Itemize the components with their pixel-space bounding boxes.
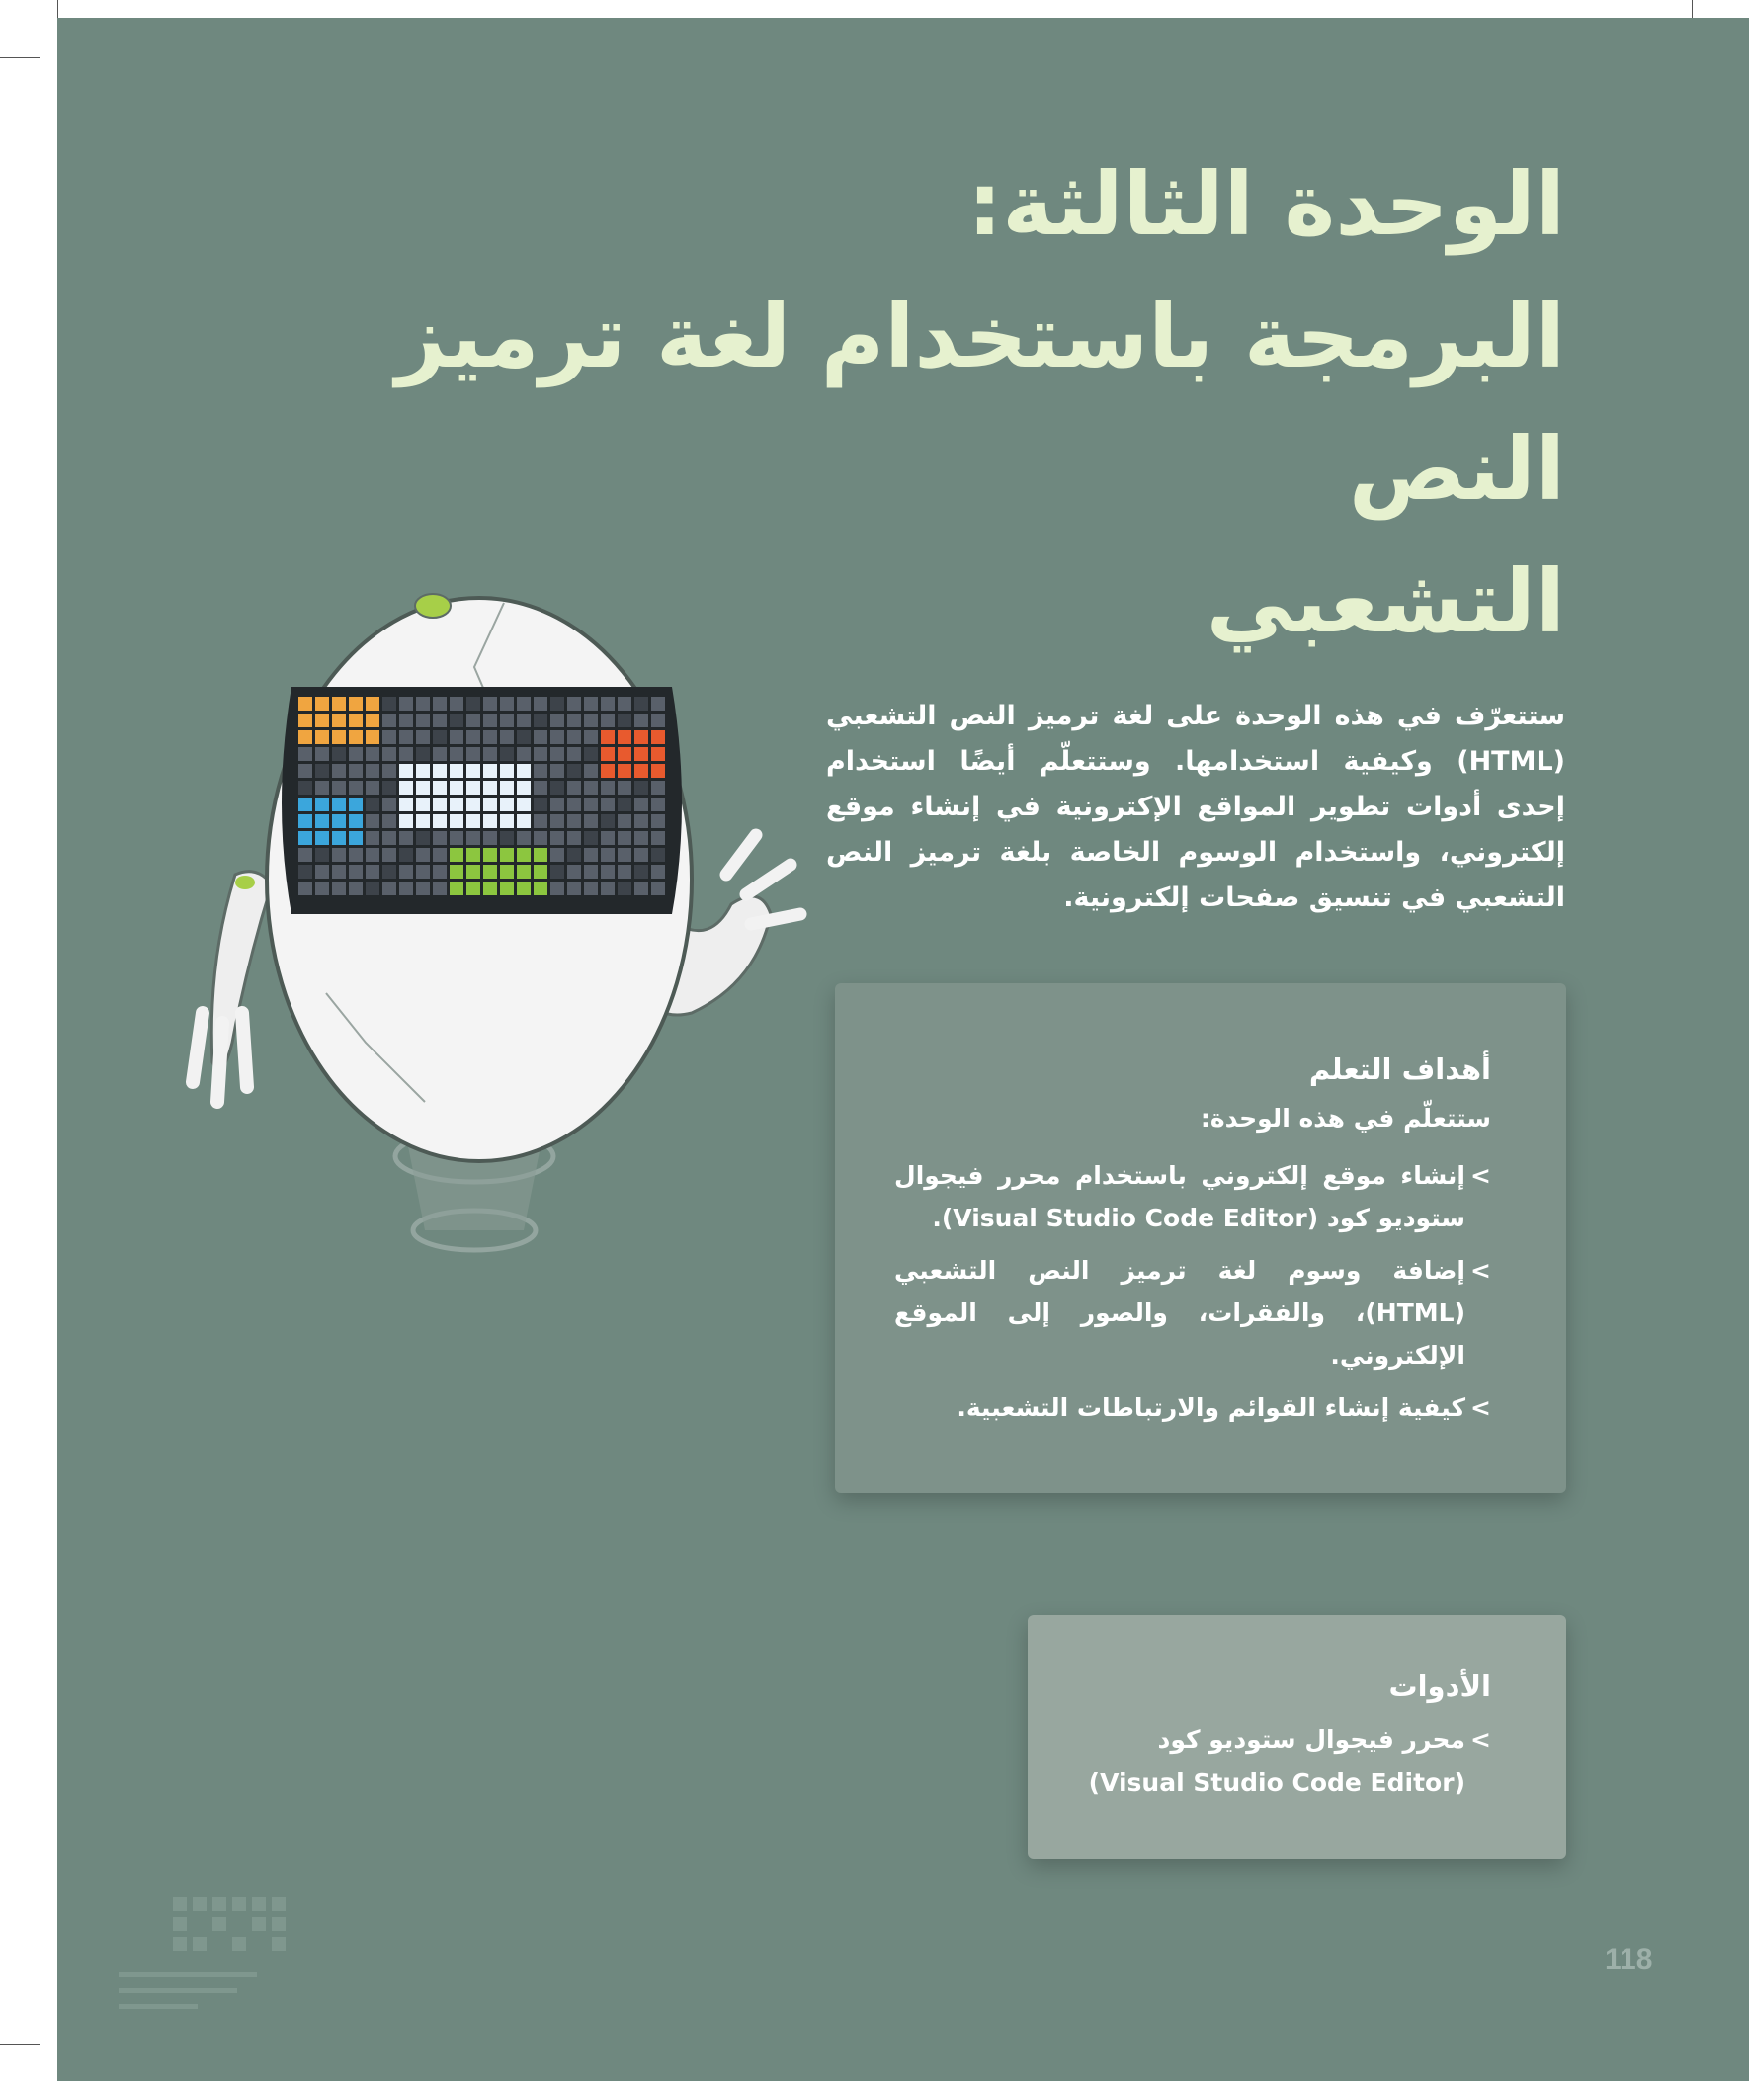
visor-pixel	[517, 747, 531, 761]
visor-pixel	[584, 781, 598, 795]
visor-pixel	[483, 831, 497, 845]
visor-pixel	[483, 848, 497, 862]
visor-pixel	[618, 865, 631, 879]
visor-pixel	[399, 730, 413, 744]
visor-pixel	[618, 848, 631, 862]
visor-pixel	[433, 764, 447, 778]
visor-pixel	[550, 714, 564, 727]
visor-pixel	[450, 764, 463, 778]
visor-pixel	[298, 814, 312, 828]
visor-pixel	[450, 798, 463, 811]
visor-pixel	[298, 882, 312, 895]
visor-pixel	[550, 814, 564, 828]
objective-text: كيفية إنشاء القوائم والارتباطات التشعبية.	[957, 1393, 1465, 1422]
visor-pixel	[601, 697, 615, 711]
tool-text-line2: (Visual Studio Code Editor)	[1088, 1768, 1465, 1797]
visor-pixel	[584, 814, 598, 828]
visor-pixel	[618, 764, 631, 778]
visor-pixel	[483, 697, 497, 711]
visor-pixel	[567, 814, 581, 828]
visor-pixel	[550, 730, 564, 744]
ministry-logo	[99, 1897, 326, 2030]
visor-pixel	[450, 697, 463, 711]
visor-pixel	[349, 814, 363, 828]
visor-pixel	[366, 697, 379, 711]
visor-pixel	[634, 798, 648, 811]
visor-pixel	[651, 882, 665, 895]
visor-pixel	[483, 781, 497, 795]
visor-pixel	[550, 781, 564, 795]
visor-pixel	[517, 697, 531, 711]
visor-pixel	[517, 814, 531, 828]
visor-pixel	[651, 714, 665, 727]
visor-pixel	[651, 848, 665, 862]
visor-pixel	[433, 714, 447, 727]
visor-pixel	[651, 865, 665, 879]
visor-pixel	[349, 848, 363, 862]
visor-pixel	[534, 730, 547, 744]
visor-pixel	[466, 798, 480, 811]
visor-pixel	[567, 865, 581, 879]
visor-pixel	[416, 814, 430, 828]
visor-pixel	[618, 697, 631, 711]
visor-pixel	[298, 831, 312, 845]
visor-pixel	[534, 747, 547, 761]
visor-pixel	[601, 798, 615, 811]
visor-pixel	[382, 865, 396, 879]
robot-illustration	[178, 548, 830, 1264]
visor-pixel	[433, 697, 447, 711]
visor-pixel	[500, 714, 514, 727]
visor-pixel	[315, 714, 329, 727]
visor-pixel	[298, 764, 312, 778]
visor-pixel	[349, 882, 363, 895]
visor-pixel	[298, 848, 312, 862]
visor-pixel	[315, 781, 329, 795]
visor-pixel	[618, 814, 631, 828]
visor-pixel	[517, 781, 531, 795]
visor-pixel	[634, 882, 648, 895]
visor-pixel	[483, 764, 497, 778]
visor-pixel	[433, 831, 447, 845]
visor-pixel	[634, 814, 648, 828]
visor-pixel	[433, 848, 447, 862]
visor-pixel	[466, 764, 480, 778]
visor-pixel	[567, 798, 581, 811]
visor-pixel	[399, 747, 413, 761]
visor-pixel	[382, 730, 396, 744]
visor-pixel	[517, 865, 531, 879]
visor-pixel	[366, 781, 379, 795]
visor-pixel	[315, 848, 329, 862]
visor-pixel	[466, 781, 480, 795]
visor-pixel	[399, 831, 413, 845]
visor-pixel	[315, 798, 329, 811]
visor-pixel	[399, 714, 413, 727]
visor-pixel	[298, 865, 312, 879]
visor-pixel	[601, 882, 615, 895]
unit-title-line1: الوحدة الثالثة:	[967, 153, 1565, 255]
visor-pixel	[366, 798, 379, 811]
visor-pixel	[450, 865, 463, 879]
visor-pixel	[382, 747, 396, 761]
visor-pixel	[634, 730, 648, 744]
visor-pixel	[382, 798, 396, 811]
visor-pixel	[550, 882, 564, 895]
visor-pixel	[601, 764, 615, 778]
visor-pixel	[416, 781, 430, 795]
visor-pixel	[550, 848, 564, 862]
visor-pixel	[500, 831, 514, 845]
tool-text-line1: محرر فيجوال ستوديو كود	[1157, 1725, 1465, 1754]
visor-pixel	[634, 747, 648, 761]
crop-mark	[0, 57, 40, 58]
visor-pixel	[450, 714, 463, 727]
visor-pixel	[349, 697, 363, 711]
visor-pixel	[651, 831, 665, 845]
visor-pixel	[634, 714, 648, 727]
visor-pixel	[399, 798, 413, 811]
visor-pixel	[601, 714, 615, 727]
visor-pixel	[534, 848, 547, 862]
visor-pixel	[349, 831, 363, 845]
visor-pixel	[366, 848, 379, 862]
visor-pixel	[567, 781, 581, 795]
visor-pixel	[416, 714, 430, 727]
visor-pixel	[634, 781, 648, 795]
visor-pixel	[651, 781, 665, 795]
visor-pixel	[584, 697, 598, 711]
visor-pixel	[534, 831, 547, 845]
visor-pixel	[382, 764, 396, 778]
visor-pixel	[534, 865, 547, 879]
visor-pixel	[433, 730, 447, 744]
visor-pixel	[651, 798, 665, 811]
visor-pixel	[517, 764, 531, 778]
visor-pixel	[483, 747, 497, 761]
visor-pixel	[618, 714, 631, 727]
visor-pixel	[601, 814, 615, 828]
visor-pixel	[332, 714, 346, 727]
visor-pixel	[366, 882, 379, 895]
visor-pixel	[550, 798, 564, 811]
visor-pixel	[315, 831, 329, 845]
visor-pixel	[651, 747, 665, 761]
visor-pixel	[500, 781, 514, 795]
visor-pixel	[298, 798, 312, 811]
visor-pixel	[550, 747, 564, 761]
visor-pixel	[517, 730, 531, 744]
visor-pixel	[399, 697, 413, 711]
visor-pixel	[349, 714, 363, 727]
visor-pixel	[382, 781, 396, 795]
visor-pixel	[534, 714, 547, 727]
visor-pixel	[634, 831, 648, 845]
visor-pixel	[567, 848, 581, 862]
visor-pixel	[618, 831, 631, 845]
tool-item	[1057, 1719, 1491, 1804]
visor-pixel	[567, 730, 581, 744]
visor-pixel	[618, 882, 631, 895]
visor-pixel	[332, 730, 346, 744]
visor-pixel	[366, 831, 379, 845]
visor-pixel	[382, 831, 396, 845]
visor-pixel	[332, 848, 346, 862]
visor-pixel	[332, 697, 346, 711]
objectives-list	[894, 1154, 1491, 1429]
visor-pixel	[466, 814, 480, 828]
visor-pixel	[315, 730, 329, 744]
visor-pixel	[366, 730, 379, 744]
visor-pixel	[433, 814, 447, 828]
visor-pixel	[416, 848, 430, 862]
visor-pixel	[500, 764, 514, 778]
visor-pixel	[315, 764, 329, 778]
visor-pixel	[399, 814, 413, 828]
visor-pixel	[332, 865, 346, 879]
visor-pixel	[550, 697, 564, 711]
visor-pixel	[399, 848, 413, 862]
visor-pixel	[618, 781, 631, 795]
visor-pixel	[634, 848, 648, 862]
visor-pixel	[349, 781, 363, 795]
visor-pixel	[399, 781, 413, 795]
visor-pixel	[416, 798, 430, 811]
visor-pixel	[433, 882, 447, 895]
visor-pixel	[332, 831, 346, 845]
visor-pixel	[332, 798, 346, 811]
visor-pixel	[332, 781, 346, 795]
visor-pixel	[500, 848, 514, 862]
visor-pixel	[567, 764, 581, 778]
visor-pixel	[466, 747, 480, 761]
visor-pixel	[466, 865, 480, 879]
visor-pixel	[567, 831, 581, 845]
visor-pixel	[466, 831, 480, 845]
visor-pixel	[584, 714, 598, 727]
visor-pixel	[601, 865, 615, 879]
visor-pixel	[366, 764, 379, 778]
visor-pixel	[618, 730, 631, 744]
visor-pixel	[450, 882, 463, 895]
visor-pixel	[450, 730, 463, 744]
visor-pixel	[382, 882, 396, 895]
visor-pixel	[298, 697, 312, 711]
visor-pixel	[500, 798, 514, 811]
visor-pixel	[534, 781, 547, 795]
visor-pixel	[416, 865, 430, 879]
visor-pixel	[550, 831, 564, 845]
visor-pixel	[584, 865, 598, 879]
visor-pixel	[298, 747, 312, 761]
visor-pixel	[601, 730, 615, 744]
visor-pixel	[534, 814, 547, 828]
visor-pixel	[315, 747, 329, 761]
objective-text: إضافة وسوم لغة ترميز النص التشعبي (HTML)، والفقرات، والصور إلى الموقع الإلكتروني.	[894, 1256, 1465, 1370]
visor-pixel	[416, 764, 430, 778]
objectives-heading: أهداف التعلم	[1308, 1052, 1491, 1086]
visor-pixel	[534, 798, 547, 811]
visor-pixel	[433, 781, 447, 795]
visor-pixel	[567, 714, 581, 727]
visor-pixel	[399, 865, 413, 879]
visor-pixel	[483, 814, 497, 828]
visor-pixel	[500, 882, 514, 895]
visor-pixel	[315, 697, 329, 711]
visor-pixel	[332, 747, 346, 761]
visor-pixel	[416, 697, 430, 711]
visor-pixel	[517, 831, 531, 845]
visor-pixel	[634, 865, 648, 879]
visor-pixel	[534, 882, 547, 895]
visor-pixel	[416, 831, 430, 845]
visor-pixel	[634, 764, 648, 778]
visor-pixel	[298, 781, 312, 795]
learning-objectives-box	[835, 983, 1566, 1493]
objective-item	[894, 1249, 1491, 1377]
visor-pixel	[433, 798, 447, 811]
bullet-chevron-icon: >	[1470, 1256, 1491, 1285]
tools-box	[1028, 1615, 1566, 1859]
objectives-subheading: ستتعلّم في هذه الوحدة:	[1200, 1104, 1491, 1133]
visor-pixel	[584, 882, 598, 895]
visor-pixel	[466, 848, 480, 862]
objective-item	[894, 1386, 1491, 1429]
visor-pixel	[450, 814, 463, 828]
objective-item	[894, 1154, 1491, 1239]
visor-pixel	[466, 882, 480, 895]
visor-pixel	[332, 764, 346, 778]
visor-pixel	[332, 882, 346, 895]
objective-text: إنشاء موقع إلكتروني باستخدام محرر فيجوال ستوديو كود (Visual Studio Code Editor).	[894, 1161, 1465, 1232]
visor-pixel	[382, 714, 396, 727]
visor-pixel	[483, 882, 497, 895]
visor-pixel	[466, 697, 480, 711]
visor-pixel	[500, 814, 514, 828]
page-number: 118	[1605, 1943, 1653, 1975]
visor-pixel	[651, 730, 665, 744]
tools-list	[1057, 1719, 1491, 1804]
visor-pixel	[618, 798, 631, 811]
bullet-chevron-icon: >	[1470, 1725, 1491, 1754]
visor-pixel	[483, 714, 497, 727]
visor-pixel	[466, 730, 480, 744]
visor-pixel	[584, 848, 598, 862]
visor-pixel	[651, 697, 665, 711]
crop-mark	[57, 0, 58, 18]
visor-pixel	[584, 730, 598, 744]
visor-pixel	[315, 814, 329, 828]
visor-pixel	[366, 714, 379, 727]
unit-title-line3: التشعبي	[1206, 550, 1565, 652]
visor-pixel	[399, 764, 413, 778]
visor-pixel	[500, 747, 514, 761]
visor-pixel	[315, 865, 329, 879]
visor-pixel	[601, 747, 615, 761]
visor-pixel	[517, 882, 531, 895]
visor-pixel	[634, 697, 648, 711]
visor-pixel	[332, 814, 346, 828]
unit-title-line2: البرمجة باستخدام لغة ترميز النص	[395, 286, 1565, 520]
visor-pixel	[567, 882, 581, 895]
visor-pixel	[534, 764, 547, 778]
bullet-chevron-icon: >	[1470, 1161, 1491, 1190]
visor-pixel	[416, 730, 430, 744]
visor-pixel	[500, 865, 514, 879]
visor-pixel	[483, 730, 497, 744]
visor-pixel	[366, 814, 379, 828]
visor-pixel	[349, 865, 363, 879]
visor-pixel	[517, 848, 531, 862]
crop-mark	[0, 2044, 40, 2045]
visor-pixel	[433, 747, 447, 761]
visor-pixel	[315, 882, 329, 895]
visor-pixel	[550, 764, 564, 778]
visor-pixel	[651, 814, 665, 828]
visor-pixel	[517, 714, 531, 727]
visor-pixel	[651, 764, 665, 778]
visor-pixel	[450, 831, 463, 845]
visor-pixel	[584, 798, 598, 811]
visor-pixel	[382, 697, 396, 711]
visor-pixel	[366, 865, 379, 879]
visor-pixel	[618, 747, 631, 761]
crop-mark	[1692, 0, 1693, 18]
visor-pixel	[584, 764, 598, 778]
visor-pixel	[382, 848, 396, 862]
visor-pixel	[567, 697, 581, 711]
visor-pixel	[450, 747, 463, 761]
visor-pixel	[550, 865, 564, 879]
visor-pixel	[349, 730, 363, 744]
visor-pixel	[500, 697, 514, 711]
visor-pixel	[483, 865, 497, 879]
visor-pixel	[382, 814, 396, 828]
visor-pixel	[366, 747, 379, 761]
tools-heading: الأدوات	[1388, 1669, 1491, 1703]
visor-pixel	[483, 798, 497, 811]
visor-pixel	[466, 714, 480, 727]
visor-pixel	[450, 781, 463, 795]
bullet-chevron-icon: >	[1470, 1393, 1491, 1422]
visor-pixel	[349, 764, 363, 778]
visor-pixel	[584, 747, 598, 761]
intro-paragraph: ستتعرّف في هذه الوحدة على لغة ترميز النص التشعبي (HTML) وكيفية استخدامها. وستتعلّم أيضًا استخدام إحدى أدوات تطوير المواقع الإكترونية في إنشاء موقع إلكتروني، واستخدام الوسوم الخاصة بلغة ترميز النص التشعبي في تنسيق صفحات إلكترونية.	[826, 701, 1565, 913]
visor-pixel	[416, 882, 430, 895]
visor-pixel	[534, 697, 547, 711]
visor-pixel	[601, 781, 615, 795]
visor-pixel	[399, 882, 413, 895]
visor-pixel	[500, 730, 514, 744]
visor-pixel	[584, 831, 598, 845]
visor-pixel	[416, 747, 430, 761]
visor-pixel	[349, 798, 363, 811]
visor-pixel	[517, 798, 531, 811]
visor-pixel	[450, 848, 463, 862]
visor-pixel	[601, 831, 615, 845]
visor-pixel	[298, 730, 312, 744]
visor-pixel	[298, 714, 312, 727]
visor-pixel	[349, 747, 363, 761]
visor-pixel	[601, 848, 615, 862]
visor-pixel	[567, 747, 581, 761]
visor-pixel	[433, 865, 447, 879]
